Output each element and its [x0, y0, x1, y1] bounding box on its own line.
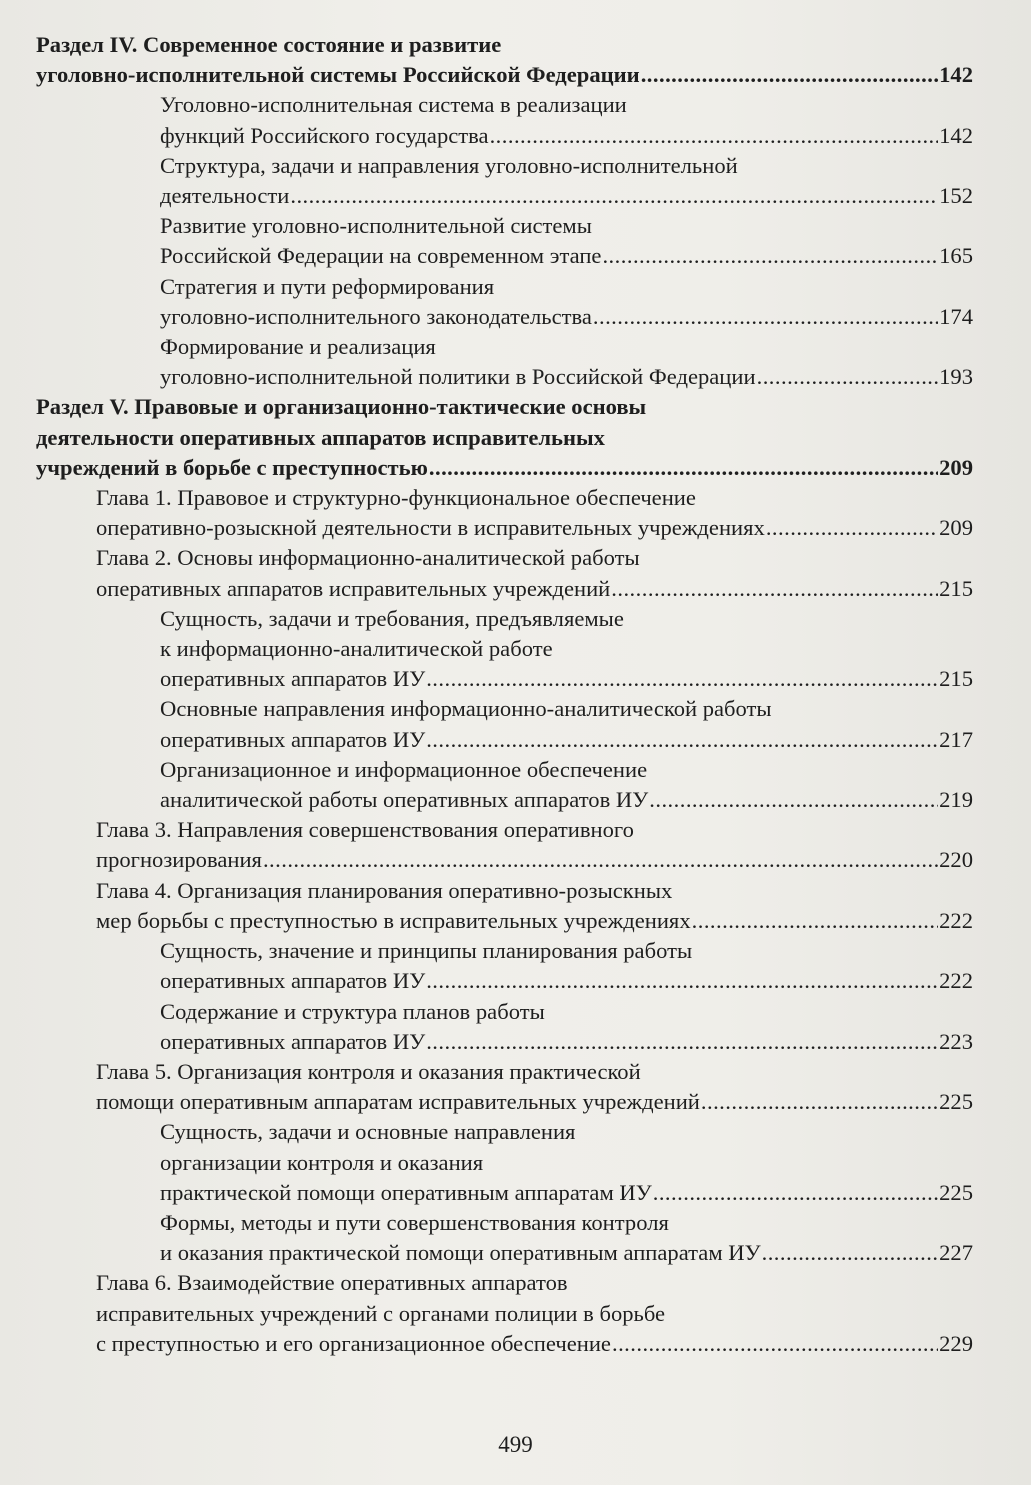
dot-leader	[429, 453, 938, 483]
toc-entry-line: к информационно-аналитической работе	[160, 636, 553, 662]
dot-leader	[611, 574, 938, 604]
toc-entry-line: исправительных учреждений с органами полиции в борьбе	[96, 1300, 666, 1326]
toc-page-number: 217	[939, 726, 973, 752]
toc-entry-last-line	[160, 302, 973, 332]
toc-entry-line: Структура, задачи и направления уголовно-исполнительной	[160, 152, 738, 178]
toc-page-number: 215	[939, 575, 973, 601]
toc-page-number: 220	[939, 847, 973, 873]
toc-page-number: 222	[939, 968, 973, 994]
toc-entry-title: уголовно-исполнительной системы Российской Федерации	[36, 62, 640, 88]
toc-entry-line: Сущность, задачи и основные направления	[160, 1119, 576, 1145]
toc-page-number: 174	[939, 303, 973, 329]
toc-entry-line: Глава 3. Направления совершенствования оперативного	[96, 817, 634, 843]
toc-entry-topic	[36, 1208, 973, 1268]
toc-entry-topic	[36, 604, 973, 695]
toc-entry-title: уголовно-исполнительной политики в Российской Федерации	[160, 364, 756, 390]
dot-leader	[290, 181, 938, 211]
toc-entry-last-line	[160, 1178, 973, 1208]
toc-page-number: 193	[939, 364, 973, 390]
dot-leader	[426, 1027, 938, 1057]
toc-entry-title: с преступностью и его организационное обеспечение	[96, 1330, 611, 1356]
dot-leader	[612, 1329, 938, 1359]
toc-entry-section	[36, 30, 973, 90]
toc-entry-line: организации контроля и оказания	[160, 1149, 484, 1175]
toc-entry-last-line	[160, 1238, 973, 1268]
toc-entry-title: оперативных аппаратов ИУ	[160, 968, 426, 994]
toc-entry-line: Сущность, значение и принципы планирования работы	[160, 938, 693, 964]
toc-entry-line: Стратегия и пути реформирования	[160, 273, 495, 299]
toc-entry-title: учреждений в борьбе с преступностью	[36, 454, 428, 480]
toc-entry-line: Содержание и структура планов работы	[160, 998, 545, 1024]
toc-entry-chapter	[36, 1268, 973, 1359]
toc-page-number: 225	[939, 1179, 973, 1205]
toc-entry-last-line	[36, 453, 973, 483]
dot-leader	[762, 1238, 939, 1268]
toc-entry-line: Сущность, задачи и требования, предъявляемые	[160, 605, 624, 631]
toc-entry-title: аналитической работы оперативных аппаратов ИУ	[160, 787, 649, 813]
toc-entry-title: практической помощи оперативным аппаратам ИУ	[160, 1179, 652, 1205]
toc-entry-last-line	[96, 513, 973, 543]
toc-entry-line: Формирование и реализация	[160, 334, 436, 360]
toc-entry-line: Раздел V. Правовые и организационно-тактические основы	[36, 394, 647, 420]
toc-entry-title: оперативных аппаратов ИУ	[160, 726, 426, 752]
toc-entry-topic	[36, 1117, 973, 1208]
toc-entry-topic	[36, 272, 973, 332]
toc-entry-last-line	[96, 845, 973, 875]
toc-entry-line: Глава 1. Правовое и структурно-функциональное обеспечение	[96, 485, 696, 511]
toc-entry-topic	[36, 332, 973, 392]
dot-leader	[649, 785, 938, 815]
toc-entry-last-line	[160, 241, 973, 271]
toc-page-number: 152	[939, 183, 973, 209]
toc-entry-line: Развитие уголовно-исполнительной системы	[160, 213, 592, 239]
toc-entry-chapter	[36, 483, 973, 543]
toc-entry-title: уголовно-исполнительного законодательства	[160, 303, 592, 329]
toc-entry-title: деятельности	[160, 183, 290, 209]
toc-entry-section	[36, 392, 973, 483]
toc-entry-topic	[36, 694, 973, 754]
toc-entry-line: Глава 6. Взаимодействие оперативных аппаратов	[96, 1270, 568, 1296]
table-of-contents	[36, 30, 973, 1359]
toc-entry-last-line	[96, 574, 973, 604]
toc-entry-topic	[36, 997, 973, 1057]
toc-entry-chapter	[36, 543, 973, 603]
toc-entry-last-line	[160, 1027, 973, 1057]
toc-page-number: 142	[939, 62, 973, 88]
toc-entry-topic	[36, 936, 973, 996]
toc-entry-last-line	[96, 906, 973, 936]
toc-page-number: 225	[939, 1089, 973, 1115]
toc-page-number: 219	[939, 787, 973, 813]
toc-entry-title: мер борьбы с преступностью в исправительных учреждениях	[96, 907, 691, 933]
dot-leader	[602, 241, 938, 271]
dot-leader	[426, 966, 938, 996]
toc-page-number: 227	[939, 1240, 973, 1266]
dot-leader	[263, 845, 938, 875]
toc-entry-chapter	[36, 1057, 973, 1117]
dot-leader	[490, 121, 939, 151]
toc-page-number: 215	[939, 666, 973, 692]
toc-entry-topic	[36, 755, 973, 815]
toc-entry-line: Раздел IV. Современное состояние и развитие	[36, 32, 502, 57]
toc-entry-chapter	[36, 815, 973, 875]
toc-entry-title: оперативных аппаратов ИУ	[160, 666, 426, 692]
toc-entry-title: и оказания практической помощи оперативным аппаратам ИУ	[160, 1240, 761, 1266]
toc-entry-last-line	[160, 362, 973, 392]
dot-leader	[593, 302, 938, 332]
toc-page-number: 209	[939, 454, 973, 480]
toc-entry-last-line	[160, 725, 973, 755]
toc-page-number: 209	[939, 515, 973, 541]
toc-entry-chapter	[36, 876, 973, 936]
toc-entry-title: прогнозирования	[96, 847, 262, 873]
toc-page-number: 165	[939, 243, 973, 269]
toc-entry-topic	[36, 151, 973, 211]
toc-entry-line: Глава 4. Организация планирования оперативно-розыскных	[96, 877, 673, 903]
toc-entry-title: Российской Федерации на современном этапе	[160, 243, 602, 269]
toc-entry-title: оперативно-розыскной деятельности в исправительных учреждениях	[96, 515, 765, 541]
toc-entry-last-line	[160, 966, 973, 996]
toc-entry-last-line	[160, 121, 973, 151]
toc-entry-line: Формы, методы и пути совершенствования контроля	[160, 1209, 669, 1235]
dot-leader	[692, 906, 938, 936]
toc-entry-title: оперативных аппаратов исправительных учреждений	[96, 575, 611, 601]
toc-entry-last-line	[160, 664, 973, 694]
toc-entry-last-line	[160, 181, 973, 211]
toc-entry-line: Уголовно-исполнительная система в реализации	[160, 92, 627, 118]
toc-entry-line: деятельности оперативных аппаратов исправительных	[36, 424, 605, 450]
toc-page-number: 229	[939, 1330, 973, 1356]
toc-entry-topic	[36, 211, 973, 271]
dot-leader	[701, 1087, 938, 1117]
toc-page-number: 222	[939, 907, 973, 933]
page-number: 499	[498, 1432, 533, 1457]
toc-page-number: 223	[939, 1028, 973, 1054]
toc-entry-line: Глава 2. Основы информационно-аналитической работы	[96, 545, 640, 571]
toc-entry-line: Организационное и информационное обеспечение	[160, 756, 648, 782]
toc-entry-title: функций Российского государства	[160, 122, 489, 148]
dot-leader	[757, 362, 939, 392]
dot-leader	[653, 1178, 938, 1208]
toc-entry-last-line	[160, 785, 973, 815]
toc-entry-line: Глава 5. Организация контроля и оказания практической	[96, 1058, 641, 1084]
toc-entry-last-line	[36, 60, 973, 90]
toc-entry-title: помощи оперативным аппаратам исправительных учреждений	[96, 1089, 700, 1115]
toc-entry-topic	[36, 90, 973, 150]
toc-page-number: 142	[939, 122, 973, 148]
dot-leader	[641, 60, 938, 90]
toc-entry-last-line	[96, 1087, 973, 1117]
toc-entry-last-line	[96, 1329, 973, 1359]
dot-leader	[766, 513, 938, 543]
dot-leader	[426, 664, 938, 694]
toc-entry-line: Основные направления информационно-аналитической работы	[160, 696, 772, 722]
toc-entry-title: оперативных аппаратов ИУ	[160, 1028, 426, 1054]
dot-leader	[426, 725, 938, 755]
